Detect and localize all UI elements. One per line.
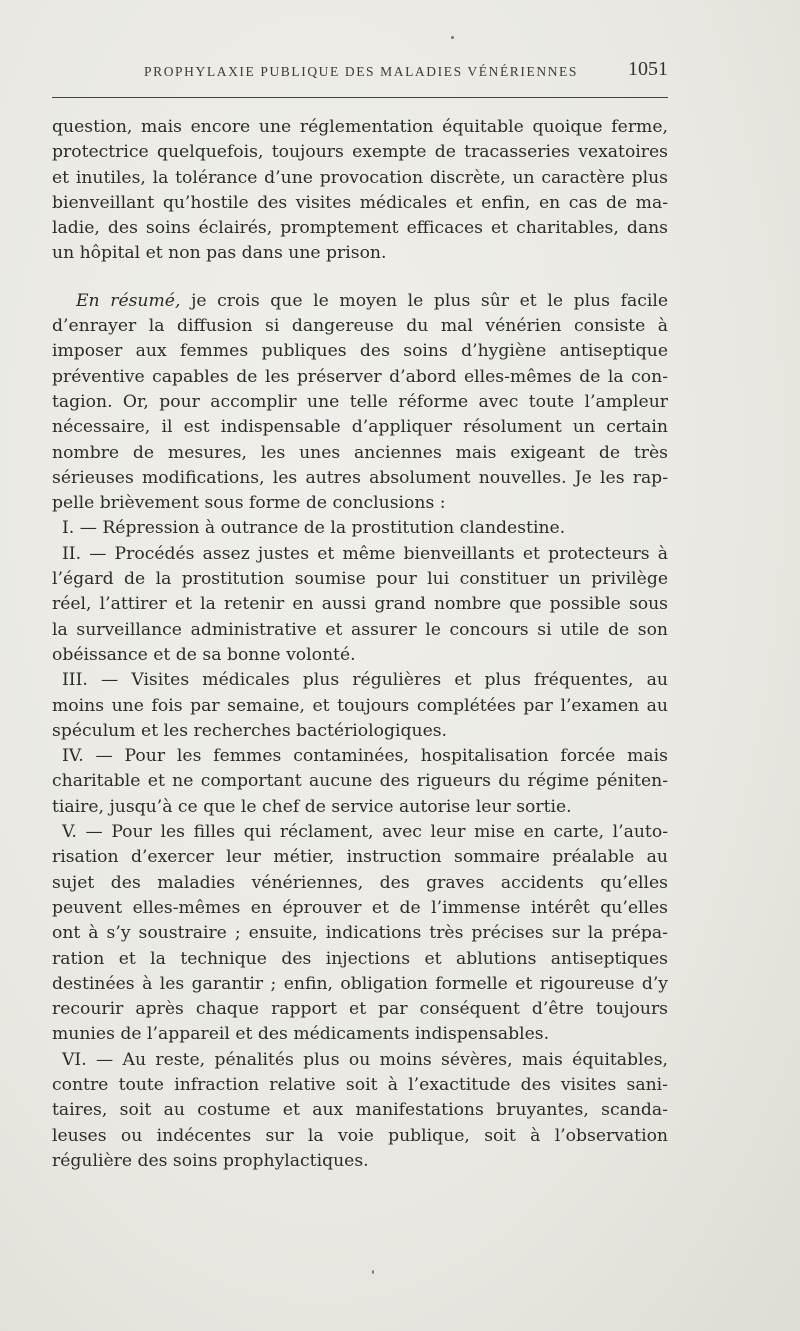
- text-line: la surveillance administrative et assurer le concours si utile de son: [52, 619, 668, 640]
- conclusion-item: [52, 1048, 668, 1174]
- text-line: et inutiles, la tolérance d’une provocation discrète, un caractère plus: [52, 167, 668, 188]
- text-line: pelle brièvement sous forme de conclusions :: [52, 493, 446, 514]
- body-text: [52, 115, 668, 1174]
- paragraph-intro: [52, 115, 668, 267]
- text-line: sérieuses modifications, les autres absolument nouvelles. Je les rap-: [52, 467, 668, 488]
- text-line: protectrice quelquefois, toujours exempte de tracasseries vexatoires: [52, 142, 668, 163]
- text-line: recourir après chaque rapport et par conséquent d’être toujours: [52, 999, 668, 1020]
- text-line: nécessaire, il est indispensable d’appliquer résolument un certain: [52, 417, 668, 438]
- text-line: leuses ou indécentes sur la voie publique, soit à l’observation: [52, 1125, 668, 1146]
- italic-lead: En résumé,: [76, 290, 181, 311]
- text-line: imposer aux femmes publiques des soins d’hygiène antiseptique: [52, 341, 668, 362]
- ink-speck: [451, 36, 454, 39]
- text-line: préventive capables de les préserver d’abord elles-mêmes de la con-: [52, 366, 668, 387]
- conclusion-item: [52, 542, 668, 668]
- text-line: régulière des soins prophylactiques.: [52, 1150, 369, 1171]
- text-line: moins une fois par semaine, et toujours complétées par l’examen au: [52, 695, 668, 716]
- text-line: sujet des maladies vénériennes, des graves accidents qu’elles: [52, 872, 668, 893]
- text-line: obéissance et de sa bonne volonté.: [52, 644, 356, 665]
- text-line: V. — Pour les filles qui réclament, avec leur mise en carte, l’auto-: [62, 822, 668, 843]
- text-line: III. — Visites médicales plus régulières et plus fréquentes, au: [62, 670, 668, 691]
- text-line: tiaire, jusqu’à ce que le chef de service autorise leur sortie.: [52, 796, 572, 817]
- text-line: IV. — Pour les femmes contaminées, hospitalisation forcée mais: [62, 746, 668, 767]
- text-line: réel, l’attirer et la retenir en aussi grand nombre que possible sous: [52, 594, 668, 615]
- text-line: peuvent elles-mêmes en éprouver et de l’immense intérêt qu’elles: [52, 897, 668, 918]
- conclusion-item: [52, 820, 668, 1048]
- running-header: [52, 58, 668, 86]
- text-line: question, mais encore une réglementation équitable quoique ferme,: [52, 117, 668, 137]
- text-line: II. — Procédés assez justes et même bienveillants et protecteurs à: [62, 543, 668, 564]
- paragraph-summary: [52, 289, 668, 517]
- ink-speck: [372, 1270, 374, 1274]
- text-line: nombre de mesures, les unes anciennes mais exigeant de très: [52, 442, 668, 463]
- text-line: contre toute infraction relative soit à l’exactitude des visites sani-: [52, 1074, 668, 1095]
- conclusion-item: [52, 516, 668, 541]
- text-line: [52, 289, 668, 314]
- text-line: spéculum et les recherches bactériologiques.: [52, 720, 448, 741]
- text-line: charitable et ne comportant aucune des rigueurs du régime péniten-: [52, 771, 668, 792]
- text-line: VI. — Au reste, pénalités plus ou moins sévères, mais équitables,: [62, 1049, 668, 1070]
- text-line: taires, soit au costume et aux manifestations bruyantes, scanda-: [52, 1100, 668, 1121]
- text-line: ladie, des soins éclairés, promptement efficaces et charitables, dans: [52, 218, 668, 239]
- line-rest: je crois que le moyen le plus sûr et le plus facile: [180, 290, 669, 311]
- text-line: tagion. Or, pour accomplir une telle réforme avec toute l’ampleur: [52, 391, 668, 412]
- text-line: un hôpital et non pas dans une prison.: [52, 243, 387, 264]
- text-line: l’égard de la prostitution soumise pour lui constituer un privilège: [52, 569, 668, 590]
- text-line: I. — Répression à outrance de la prostitution clandestine.: [62, 518, 566, 539]
- text-line: risation d’exercer leur métier, instruction sommaire préalable au: [52, 847, 668, 868]
- header-rule: [52, 97, 668, 98]
- text-line: ont à s’y soustraire ; ensuite, indications très précises sur la prépa-: [52, 923, 668, 944]
- conclusion-item: [52, 744, 668, 820]
- text-line: munies de l’appareil et des médicaments indispensables.: [52, 1024, 550, 1045]
- text-line: ration et la technique des injections et ablutions antiseptiques: [52, 948, 668, 969]
- text-line: bienveillant qu’hostile des visites médicales et enfin, en cas de ma-: [52, 192, 668, 213]
- running-title: PROPHYLAXIE PUBLIQUE DES MALADIES VÉNÉRIENNES: [144, 64, 579, 79]
- text-line: d’enrayer la diffusion si dangereuse du mal vénérien consiste à: [52, 316, 668, 337]
- conclusion-item: [52, 668, 668, 744]
- page-number: 1051: [628, 58, 668, 80]
- text-line: destinées à les garantir ; enfin, obligation formelle et rigoureuse d’y: [52, 973, 668, 994]
